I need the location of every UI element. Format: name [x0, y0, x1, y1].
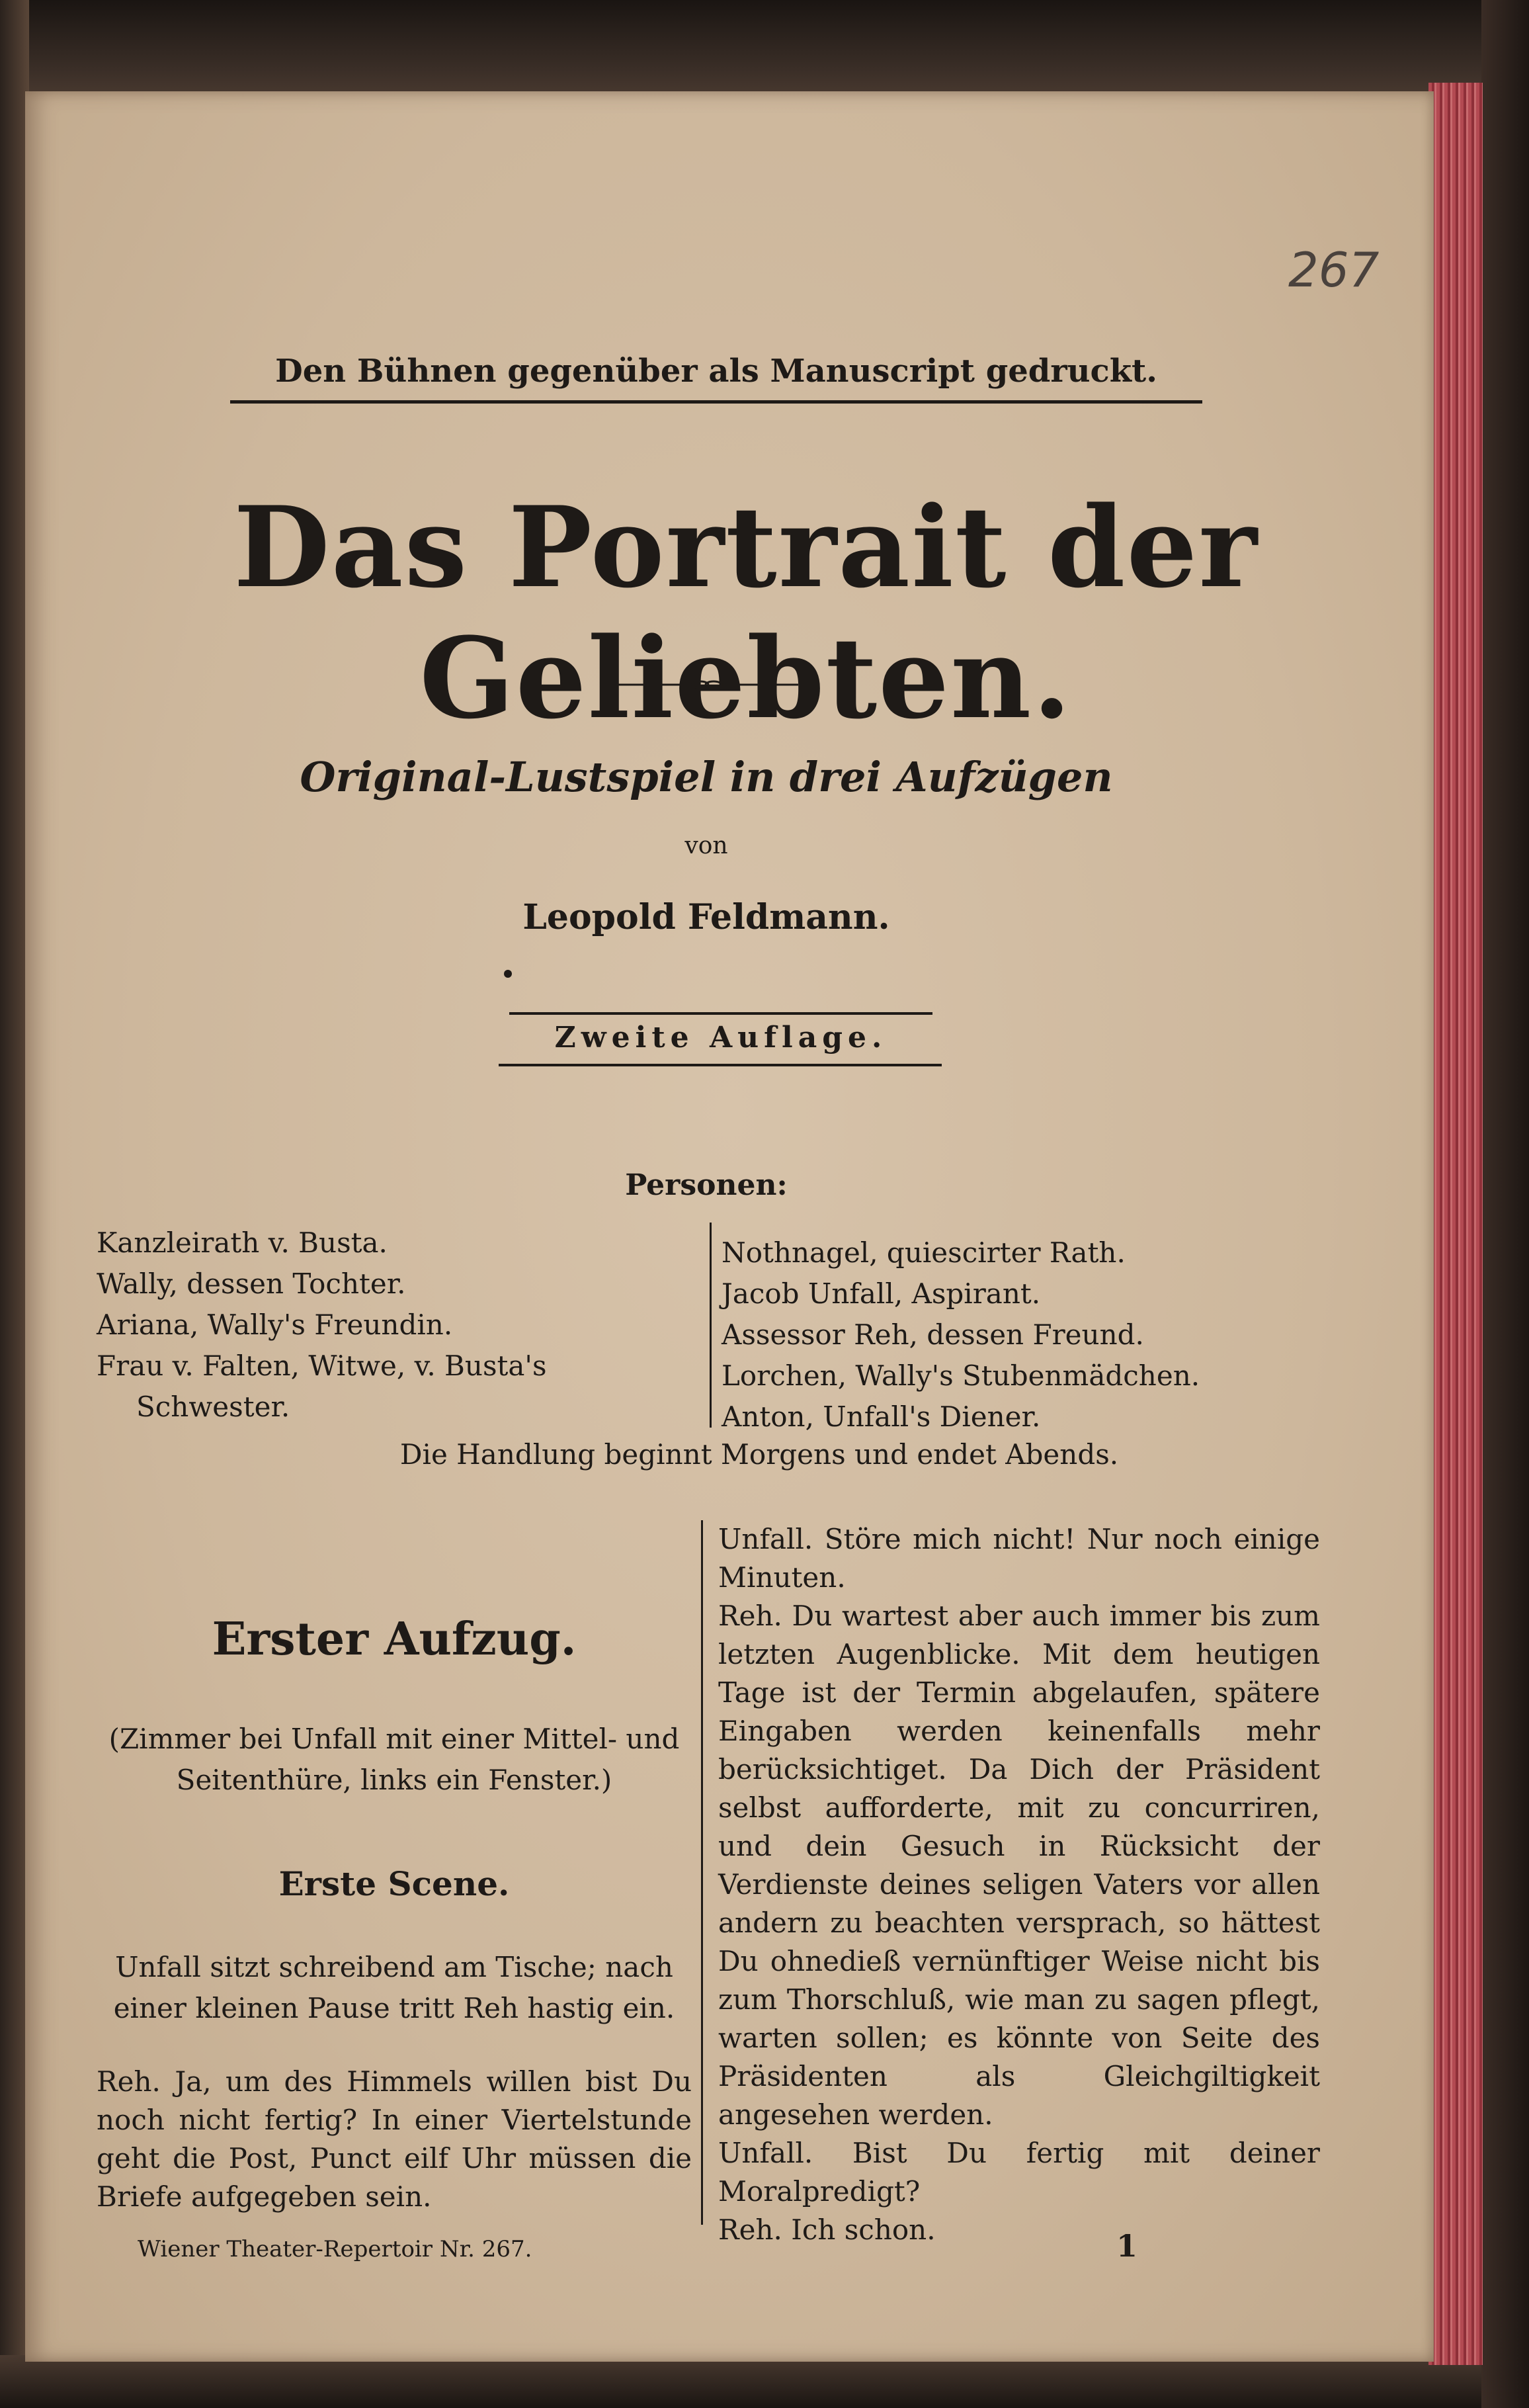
dialogue-paragraph: Reh. Du wartest aber auch immer bis zum letzten Augenblicke. Mit dem heutigen Tage ist der Termin abgelaufen, spätere Eingaben werden keinenfalls mehr berücksichtiget. Da Dich der Präsident selbst aufforderte, mit zu concurriren, und dein Gesuch in Rücksicht der Verdienste deines seligen Vaters vor allen andern zu beachten versprach, so hättest Du ohnedieß vernünftiger Weise nicht bis zum Thorschluß, wie man zu sagen pflegt, warten sollen; es könnte von Seite des Präsidenten als Gleichgiltigkeit angesehen werden.: [718, 1600, 1320, 2131]
dialogue-paragraph: Unfall. Bist Du fertig mit deiner Moralpredigt?: [718, 2137, 1320, 2208]
cast-entry: Nothnagel, quiescirter Rath.: [722, 1236, 1126, 1269]
manuscript-rule: [230, 400, 1202, 404]
cast-entry: Anton, Unfall's Diener.: [722, 1400, 1041, 1433]
document-page: [25, 91, 1434, 2362]
stage-direction: (Zimmer bei Unfall mit einer Mittel- und Seitenthüre, links ein Fenster.): [108, 1723, 680, 1796]
text-column-divider: [701, 1520, 703, 2225]
cast-entry: Frau v. Falten, Witwe, v. Busta's: [97, 1350, 547, 1382]
scene-heading: Erste Scene.: [278, 1864, 510, 1903]
series-footer: Wiener Theater-Repertoir Nr. 267.: [138, 2236, 532, 2262]
book-cover-bottom: [0, 2355, 1529, 2408]
cast-entry: Lorchen, Wally's Stubenmädchen.: [722, 1359, 1200, 1392]
dialogue-paragraph: Unfall. Störe mich nicht! Nur noch einige Minuten.: [718, 1523, 1320, 1594]
dialogue-paragraph: Reh. Ja, um des Himmels willen bist Du noch nicht fertig? In einer Viertelstunde geht die Post, Punct eilf Uhr müssen die Briefe aufgegeben sein.: [97, 2065, 692, 2213]
book-cover-top: [0, 0, 1529, 99]
by-word: von: [684, 832, 728, 859]
title-ornament-icon: [616, 680, 798, 689]
cast-list-left: [97, 1223, 702, 1428]
cast-list-right: [722, 1232, 1383, 1438]
handwritten-folio-number: 267: [1288, 242, 1380, 298]
scene-direction: Unfall sitzt schreibend am Tische; nach einer kleinen Pause tritt Reh hastig ein.: [113, 1951, 675, 2024]
cast-heading: Personen:: [625, 1168, 788, 1202]
edition-label: Zweite Auflage.: [554, 1021, 888, 1054]
edition-rule-top: [509, 1012, 932, 1015]
author-name: Leopold Feldmann.: [522, 897, 890, 937]
edition-rule-bottom: [499, 1064, 942, 1066]
manuscript-note: Den Bühnen gegenüber als Manuscript gedruckt.: [275, 353, 1157, 390]
page-number: 1: [1116, 2228, 1138, 2264]
cast-column-divider: [710, 1223, 712, 1428]
cast-entry-continuation: Schwester.: [136, 1391, 290, 1423]
red-page-edges: [1428, 83, 1483, 2365]
cast-entry: Wally, dessen Tochter.: [97, 1268, 406, 1300]
play-subtitle: Original-Lustspiel in drei Aufzügen: [300, 753, 1113, 801]
dialogue-paragraph: Reh. Ich schon.: [718, 2214, 936, 2246]
cast-entry: Jacob Unfall, Aspirant.: [722, 1277, 1041, 1310]
cast-entry: Kanzleirath v. Busta.: [97, 1226, 388, 1259]
cast-entry: Assessor Reh, dessen Freund.: [722, 1318, 1144, 1351]
cast-entry: Ariana, Wally's Freundin.: [97, 1309, 453, 1341]
text-column-right: [718, 1520, 1320, 2249]
play-title: Das Portrait der Geliebten.: [233, 482, 1259, 744]
ink-dot: [504, 970, 512, 978]
setting-line: Die Handlung beginnt Morgens und endet Abends.: [399, 1438, 1119, 1471]
book-cover-right: [1481, 0, 1529, 2408]
act-heading: Erster Aufzug.: [212, 1613, 577, 1666]
